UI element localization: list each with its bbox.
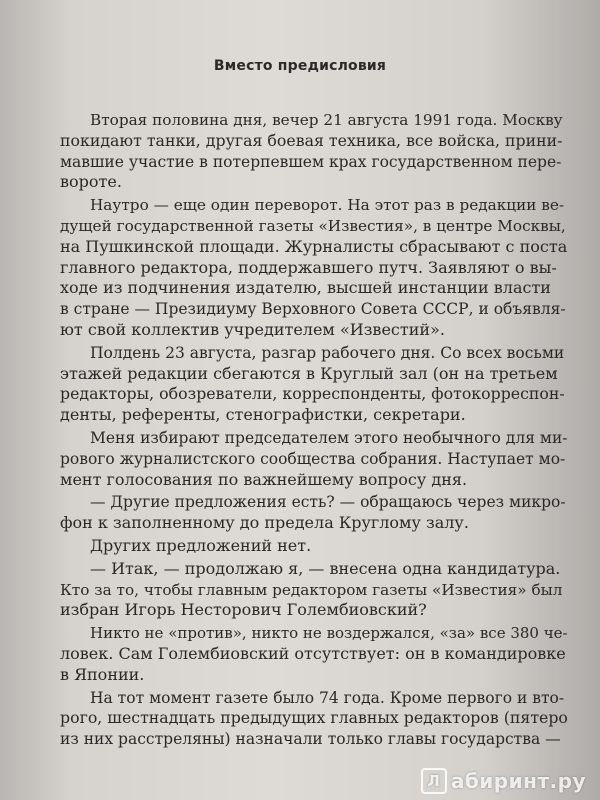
labirint-logo-icon: Л (421, 768, 447, 794)
paragraph (60, 195, 568, 341)
text-line: дущей государственной газеты «Известия», в центре Москвы, (60, 216, 566, 235)
paragraph (60, 623, 568, 685)
text-line: Полдень 23 августа, разгар рабочего дня. Со всех восьми (90, 343, 565, 362)
paragraph (60, 110, 568, 193)
text-line: в стране — Президиуму Верховного Совета СССР, и объявля- (60, 300, 566, 319)
text-line: фон к заполненному до предела Круглому залу. (60, 513, 469, 533)
text-line: в Японии. (60, 664, 145, 684)
text-line: Меня избирают председателем этого необычного для ми- (90, 428, 568, 447)
text-line: на Пушкинской площади. Журналисты сбрасывают с поста (60, 236, 568, 256)
text-line: редакторы, обозреватели, корреспонденты, фотокорреспон- (60, 384, 565, 404)
paragraph (60, 688, 568, 750)
text-line: ходе из подчинения издателю, высшей инстанции власти (60, 278, 551, 298)
text-line: Никто не «против», никто не воздержался, «за» все 380 че- (90, 624, 568, 643)
text-line: ловек. Сам Голембиовский отсутствует: он в командировке (60, 643, 566, 663)
text-line: рового журналистского сообщества собрания. Наступает мо- (60, 449, 566, 468)
text-line: мент голосования по важнейшему вопросу дня. (60, 469, 468, 489)
text-line: Других предложений нет. (90, 535, 312, 555)
text-line: — Другие предложения есть? — обращаюсь через микро- (90, 493, 566, 512)
paragraph (60, 536, 568, 557)
text-line: покидают танки, другая боевая техника, все войска, прини- (60, 130, 563, 150)
text-line: денты, референты, стенографистки, секретари. (60, 405, 466, 425)
text-line: На тот момент газете было 74 года. Кроме первого и вто- (90, 688, 565, 707)
text-line: избран Игорь Несторович Голембиовский? (60, 600, 427, 620)
chapter-heading: Вместо предисловия (213, 58, 387, 74)
paragraph (60, 492, 568, 534)
text-line: мавшие участие в потерпевшем крах государственном пере- (60, 152, 562, 171)
text-line: Кто за то, чтобы главным редактором газеты «Известия» был (60, 580, 563, 599)
text-line: вороте. (60, 172, 122, 192)
text-line: Наутро — еще один переворот. На этот раз в редакции ве- (90, 196, 565, 215)
text-line: Вторая половина дня, вечер 21 августа 1991 года. Москву (90, 111, 563, 129)
text-line: ют свой коллектив учредителем «Известий». (60, 319, 445, 339)
text-line: из них расстреляны) назначали только главы государства — (60, 730, 561, 749)
text-line: этажей редакции сбегаются в Круглый зал (он на третьем (60, 363, 558, 383)
paragraph (60, 428, 568, 490)
paragraph (60, 559, 568, 621)
paragraph (60, 343, 568, 426)
watermark (421, 768, 586, 794)
watermark-text: абиринт.ру (450, 769, 586, 793)
text-line: главного редактора, поддержавшего путч. Заявляют о вы- (60, 257, 557, 277)
text-line: — Итак, — продолжаю я, — внесена одна кандидатура. (90, 558, 561, 578)
body-text (60, 110, 568, 752)
text-line: рого, шестнадцать предыдущих главных редакторов (пятеро (60, 708, 568, 728)
